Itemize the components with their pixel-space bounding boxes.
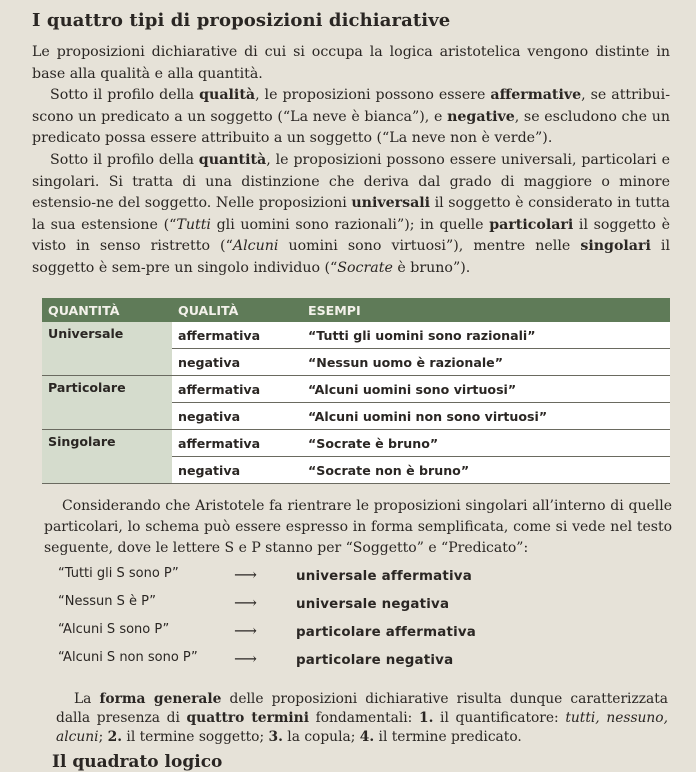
arrow-right-icon: ⟶ bbox=[234, 565, 257, 584]
quality-cell: negativa bbox=[172, 403, 302, 430]
quality-cell: affermativa bbox=[172, 322, 302, 349]
form-formula: “Tutti gli S sono P” bbox=[58, 566, 179, 581]
form-type: particolare affermativa bbox=[296, 625, 477, 640]
section-title: I quattro tipi di proposizioni dichiarative bbox=[32, 10, 451, 31]
intro-paragraph-2: Sotto il profilo della qualità, le proposizioni possono essere affermative, se attribui-scono un predicato a un soggetto (“La neve è bianca”), e negative, se escludono che un predicato possa essere attribuito a un soggetto (“La neve non è verde”). bbox=[32, 87, 670, 147]
header-quantity: QUANTITÀ bbox=[42, 298, 172, 322]
conclusion-paragraph: Considerando che Aristotele fa rientrare le proposizioni singolari all’interno di quelle particolari, lo schema può essere espresso in forma semplificata, come si vede nel testo seguente, dove le lettere S e P stanno per “Soggetto” e “Predicato”: bbox=[44, 498, 672, 556]
quality-cell: affermativa bbox=[172, 430, 302, 457]
form-type: particolare negativa bbox=[296, 653, 454, 668]
form-type: universale negativa bbox=[296, 597, 450, 612]
quality-cell: affermativa bbox=[172, 376, 302, 403]
arrow-right-icon: ⟶ bbox=[234, 649, 257, 668]
example-cell: “Alcuni uomini non sono virtuosi” bbox=[302, 403, 670, 430]
table-row bbox=[42, 430, 670, 457]
example-cell: “Socrate è bruno” bbox=[302, 430, 670, 457]
arrow-right-icon: ⟶ bbox=[234, 621, 257, 640]
propositions-table bbox=[42, 298, 670, 488]
form-formula: “Alcuni S non sono P” bbox=[58, 650, 198, 665]
header-quality: QUALITÀ bbox=[172, 298, 302, 322]
list-item bbox=[58, 564, 658, 592]
conclusion-text bbox=[44, 496, 672, 559]
list-item bbox=[58, 592, 658, 620]
example-cell: “Alcuni uomini sono virtuosi” bbox=[302, 376, 670, 403]
quantity-cell: Singolare bbox=[42, 430, 172, 484]
example-cell: “Nessun uomo è razionale” bbox=[302, 349, 670, 376]
quantity-cell: Universale bbox=[42, 322, 172, 376]
form-type: universale affermativa bbox=[296, 569, 472, 584]
header-examples: ESEMPI bbox=[302, 298, 670, 322]
quality-cell: negativa bbox=[172, 349, 302, 376]
example-cell: “Socrate non è bruno” bbox=[302, 457, 670, 484]
form-formula: “Alcuni S sono P” bbox=[58, 622, 170, 637]
intro-text bbox=[32, 42, 670, 280]
list-item bbox=[58, 648, 658, 676]
forms-list bbox=[58, 564, 658, 676]
final-text bbox=[56, 690, 668, 747]
intro-paragraph-1: Le proposizioni dichiarative di cui si occupa la logica aristotelica vengono distinte in base alla qualità e alla quantità. bbox=[32, 44, 670, 82]
table-row bbox=[42, 322, 670, 349]
form-formula: “Nessun S è P” bbox=[58, 594, 156, 609]
final-paragraph: La forma generale delle proposizioni dichiarative risulta dunque caratterizzata dalla presenza di quattro termini fondamentali: 1. il quantificatore: tutti, nessuno, alcuni; 2. il termine soggetto; 3. la copula; 4. il termine predicato. bbox=[56, 691, 668, 745]
arrow-right-icon: ⟶ bbox=[234, 593, 257, 612]
list-item bbox=[58, 620, 658, 648]
example-cell: “Tutti gli uomini sono razionali” bbox=[302, 322, 670, 349]
quantity-cell: Particolare bbox=[42, 376, 172, 430]
table-header-row bbox=[42, 298, 670, 322]
next-section-heading: Il quadrato logico bbox=[52, 752, 223, 772]
quality-cell: negativa bbox=[172, 457, 302, 484]
intro-paragraph-3: Sotto il profilo della quantità, le proposizioni possono essere universali, particolari e singolari. Si tratta di una distinzione che deriva dal grado di maggiore o minore estensio-ne del soggetto. Nelle proposizioni universali il soggetto è considerato in tutta la sua estensione (“Tutti gli uomini sono razionali”); in quelle particolari il soggetto è visto in senso ristretto (“Alcuni uomini sono virtuosi”), mentre nelle singolari il soggetto è sem-pre un singolo individuo (“Socrate è bruno”). bbox=[32, 151, 671, 276]
table-row bbox=[42, 376, 670, 403]
